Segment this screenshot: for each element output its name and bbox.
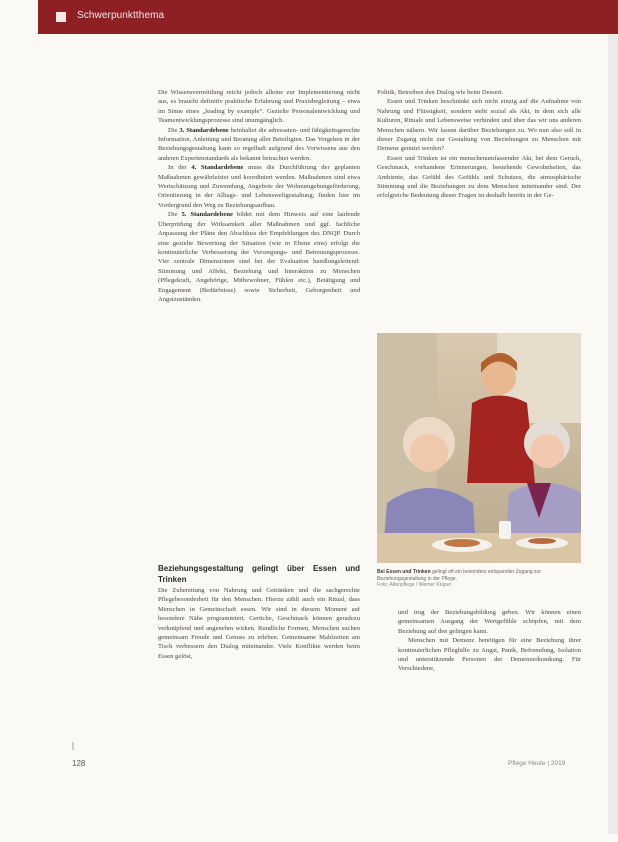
paragraph [158,163,360,210]
bold-term: 5. Standardebene [181,211,233,219]
paragraph: Essen und Trinken beschränkt sich nicht einzig auf die Aufnahme von Nahrung und Flüssigkeit, sondern steht sozial als Akt, in dem sich alle Kulturen, Rituale und Lebensweise verbinden und über das wir uns anderen Menschen nähern. Wir lassen darüber Beziehungen zu. Wo nun also soll in dieser Zugang nicht zur Gestaltung von Beziehungen zu Menschen mit Demenz genutzt werden? [377,98,581,153]
section-marker-icon [56,12,66,22]
photo-credit: Foto: Altenpflege / Werner Krüper [377,582,452,588]
photo-seniors-meal [377,333,581,563]
section-title: Schwerpunktthema [77,10,165,21]
page-edge [608,34,618,834]
photo-illustration [377,333,581,563]
caption-bold: Bei Essen und Trinken [377,569,431,575]
subheading: Beziehungsgestaltung gelingt über Essen und Trinken [158,564,360,584]
paragraph: Menschen mit Demenz benötigen für eine Beziehung ihrer kontinuierlichen Pfleghilfe zu Angst, Panik, Befremdung, Isolation und unterstützende Personen der Demenzerkrankung. Für Verschiedene, [398,637,581,673]
paragraph-text: Die 3. Standardebene beinhaltet die adressaten- und fähigkeitsgerechte Information, Anleitung und Beratung aller Beteiligten. Das Vorgehen in der Beziehungsgestaltung kann so regelhaft aufgrund des Vorwissens aus den anderen Expertenstandards als bekannt betrachtet werden. [158,126,361,162]
bold-term: 4. Standardebene [191,164,244,172]
paragraph-text: Die 5. Standardebene bildet mit dem Hinweis auf eine laufende Überprüfung der Wirksamkeit aller Maßnahmen und ggf. fachliche Anpassung der Pläne den Abschluss der Empfehlungen des DNQP. Durch eine gezielte Bewertung der Situation (wie in Ebene eins) erfolgt die kontinuierliche Verbesserung der Versorgungs- und Betreuungsprozesse. Vier zentrale Dimensionen sind bei der Evaluation handlungsleitend: Stimmung und Affekt, Beziehung und Interaktion zu Menschen (Pflegekraft, Angehörige, Mitbewohner, Fühlen etc.), Betätigung und Engagement (Bedürfnisse) sowie Sicherheit, Geborgenheit und Angstzuständen. [158,211,360,303]
paragraph: Die Wissensvermittlung reicht jedoch alleine zur Implementierung nicht aus, es braucht definitiv praktische Erfahrung und Praxisbegleitung – etwa im Sinne eines „leading by example“. Gezielte Personalentwicklung und Teamentwicklungsprozesse sind unumgänglich. [158,89,360,125]
bold-term: 3. Standardebene [179,126,229,134]
paragraph: Die Zubereitung von Nahrung und Getränken und die sachgerechte Pflegebesonderheit für den Menschen. Hierzu zählt auch ein Ritual, dass Menschen in Gemeinschaft essen. Wir sind in diesem Moment auf besondere Nähe programmiert. Gerüche, Geschmack können geradezu verknüpfend und angenehm wirken. Rundliche Formen, Menschen suchen gemeinsam Freude und Genuss zu erleben. Gemeinsame Mahlzeiten am Tisch verbessern den Dialog miteinander. Viele Konflikte werden beim Essen gelöst, [158,587,360,660]
left-column [158,88,360,304]
right-column [377,88,581,201]
paragraph: Politik, Betreiben den Dialog wie beim Dessert. [377,89,504,96]
paragraph: und trug der Beziehungsbildung geben. Wir können einen gemeinsamen Ausgang der Wertgefühle schöpfen, mit dem Beziehung auf den gelingen kann. [398,609,581,635]
caption-text: gelingt oft ein besonders entspannter Zugang zur Beziehungsgestaltung in der Pflege. [377,569,541,582]
section-header-bar [38,0,618,34]
paragraph [158,210,360,304]
photo-caption [377,569,581,589]
paragraph: Essen und Trinken ist ein menschenumfassender Akt, bei dem Geruch, Geschmack, vorhandene Erinnerungen, bestehende Gewohnheiten, das Ambiente, das Gefühl des Gefühls und Schutzes, die atmosphärische Stimmung und die Beziehungen zu dem Menschen miteinander sind. Der erfolgreiche Bedeutung dieser Fragen ist deshalb bereits in der Ge- [377,154,581,200]
margin-mark [72,742,74,750]
page-number: 128 [72,759,86,768]
paragraph-text: In der 4. Standardebene muss die Durchführung der geplanten Maßnahmen gewährleistet und koordiniert werden. Maßnahmen sind etwa Wertschätzung und Zuwendung, Angebote der Wohnumgebungsförderung, Orientierung in der Alltags- und Lebensweltgestaltung; finden hier im Vordergrund den Weg zu Beziehungsaufbau. [158,164,361,209]
paragraph [158,126,360,164]
right-column-lower [398,608,581,674]
journal-name: Pflege Heute | 2019 [508,760,566,767]
left-column-lower [158,563,360,661]
